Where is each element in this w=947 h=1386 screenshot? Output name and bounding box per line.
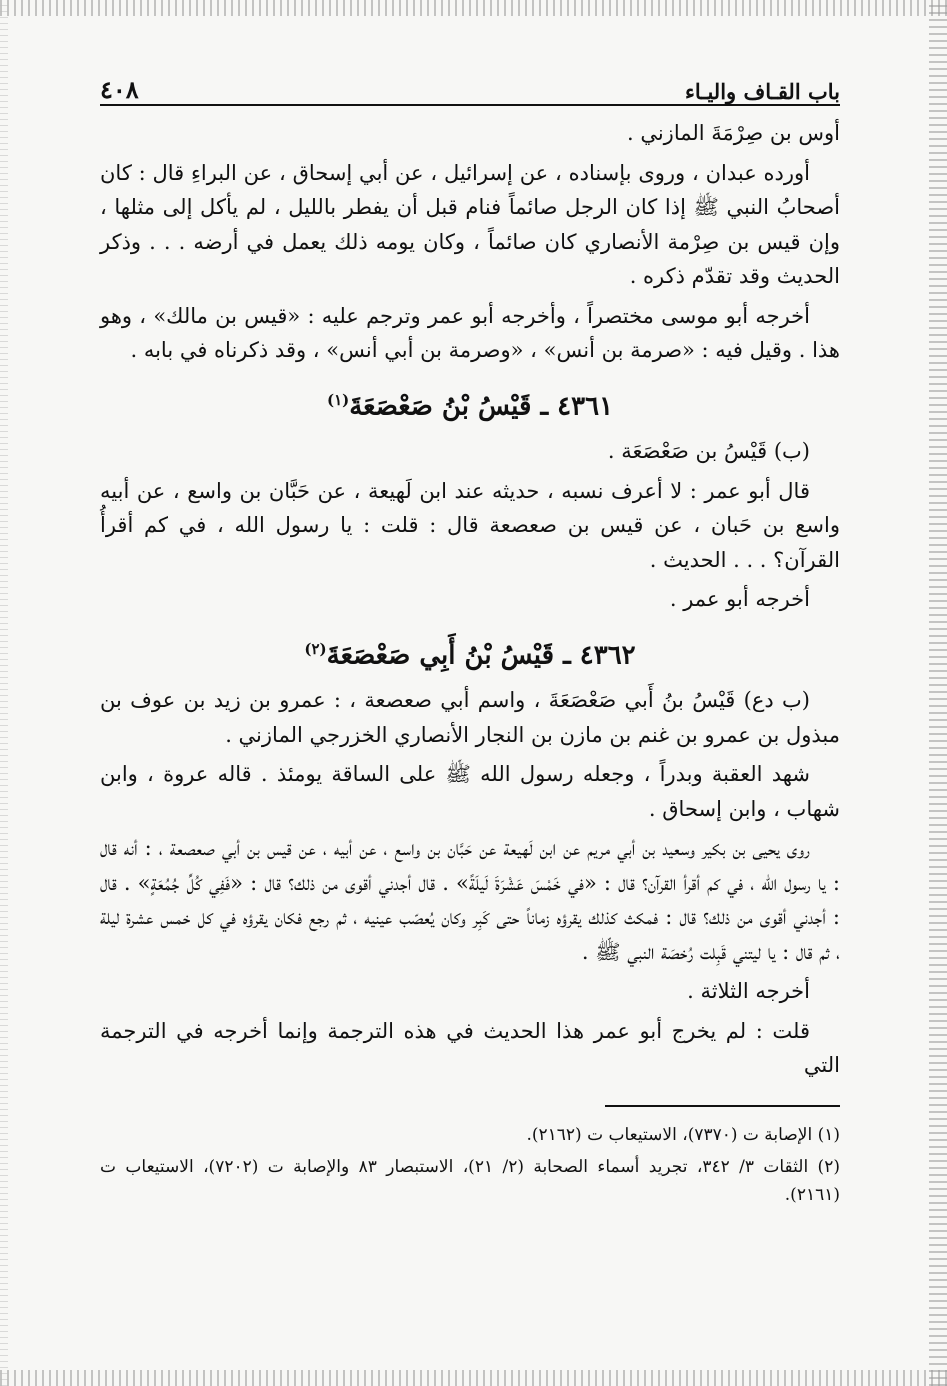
footnote: (١) الإصابة ت (٧٣٧٠)، الاستيعاب ت (٢١٦٢).: [526, 1124, 840, 1145]
page-header: [100, 58, 840, 106]
entry-title-text: ٤٣٦١ ـ قَيْسُ بْنُ صَعْصَعَةَ: [349, 391, 614, 422]
entry-heading: [100, 631, 840, 674]
paragraph: أخرجه أبو عمر .: [669, 587, 810, 612]
page-number: ٤٠٨: [100, 75, 139, 104]
paragraph: أوس بن صِرْمَةَ المازني .: [626, 121, 840, 145]
paragraph: (ب) قَيْسُ بن صَعْصَعَة .: [607, 439, 810, 464]
footnotes: [100, 1121, 840, 1209]
entry-heading: [100, 382, 840, 425]
paragraph: أخرجه الثلاثة .: [687, 979, 810, 1004]
decorative-border-left: [0, 0, 8, 1386]
footnote: (٢) الثقات ٣/ ٣٤٢، تجريد أسماء الصحابة (٢/ ٢١)، الاستبصار ٨٣ والإصابة ت (٧٢٠٢)، الاستيعاب ت (٢١٦١).: [100, 1156, 840, 1205]
chapter-title: باب القـاف واليـاء: [685, 79, 840, 104]
main-text: [100, 106, 840, 1083]
entry-title-text: ٤٣٦٢ ـ قَيْسُ بْنُ أَبِي صَعْصَعَةَ: [326, 640, 636, 671]
page: [100, 58, 840, 1213]
decorative-border-right: [929, 0, 947, 1386]
decorative-border-bottom: [0, 1370, 947, 1386]
paragraph: (ب دع) قَيْسُ بنُ أَبي صَعْصَعَةَ ، واسم أبي صعصعة ، : عمرو بن زيد بن عوف بن مبذول بن عمرو بن غنم بن مازن بن النجار الأنصاري الخزرجي المازني .: [100, 688, 840, 747]
paragraph: شهد العقبة وبدراً ، وجعله رسول الله ﷺ على الساقة يومئذ . قاله عروة ، وابن شهاب ، وابن إسحاق .: [100, 762, 840, 821]
paragraph: روى يحيى بن بكير وسعيد بن أبي مريم عن ابن لَهيعة عن حَبَّان بن واسع ، عن أبيه ، عن قيس بن أبي صعصعة ، : أنه قال : يا رسول الله ، في كم أقرأ القرآن؟ قال : «في خَمْسَ عَشْرَةَ لَيلَةً» . قال أجدني أقوى من ذلك؟ قال : «فَفِي كُلِّ جُمُعَةٍ» . قال : أجدني أقوى من ذلك؟ قال : فمكث كذلك يقرؤه زماناً حتى كَبِر وكان يُعصّب عينيه ، ثم رجع فكان يقرؤه في كل خمس عشرة ليلة ، ثم قال : يا ليتني قَبِلت رُخصَة النبي ﷺ .: [100, 836, 840, 964]
footnote-separator: [605, 1105, 840, 1107]
paragraph: قال أبو عمر : لا أعرف نسبه ، حديثه عند ابن لَهيعة ، عن حَبَّان بن واسع ، عن أبيه واسع بن حَبان ، عن قيس بن صعصعة قال : قلت : يا رسول الله ، في كم أقرأُ القرآن؟ . . . الحديث .: [100, 478, 840, 572]
footnote-ref: (٢): [304, 639, 327, 658]
footnote-ref: (١): [326, 390, 350, 409]
paragraph: أخرجه أبو موسى مختصراً ، وأخرجه أبو عمر وترجم عليه : «قيس بن مالك» ، وهو هذا . وقيل فيه : «صرمة بن أنس» ، «وصرمة بن أبي أنس» ، وقد ذكرناه في بابه .: [100, 303, 840, 362]
paragraph: قلت : لم يخرج أبو عمر هذا الحديث في هذه الترجمة وإنما أخرجه في الترجمة التي: [100, 1018, 840, 1078]
decorative-border-top: [0, 0, 947, 16]
paragraph: أورده عبدان ، وروى بإسناده ، عن إسرائيل ، عن أبي إسحاق ، عن البراءِ قال : كان أصحابُ النبي ﷺ إذا كان الرجل صائماً فنام قبل أن يفطر بالليل ، لم يأكل إلى مثلها ، وإن قيس بن صِرْمة الأنصاري كان صائماً ، وكان يومه ذلك يعمل في أرضه . . . وذكر الحديث وقد تقدّم ذكره .: [100, 160, 840, 288]
